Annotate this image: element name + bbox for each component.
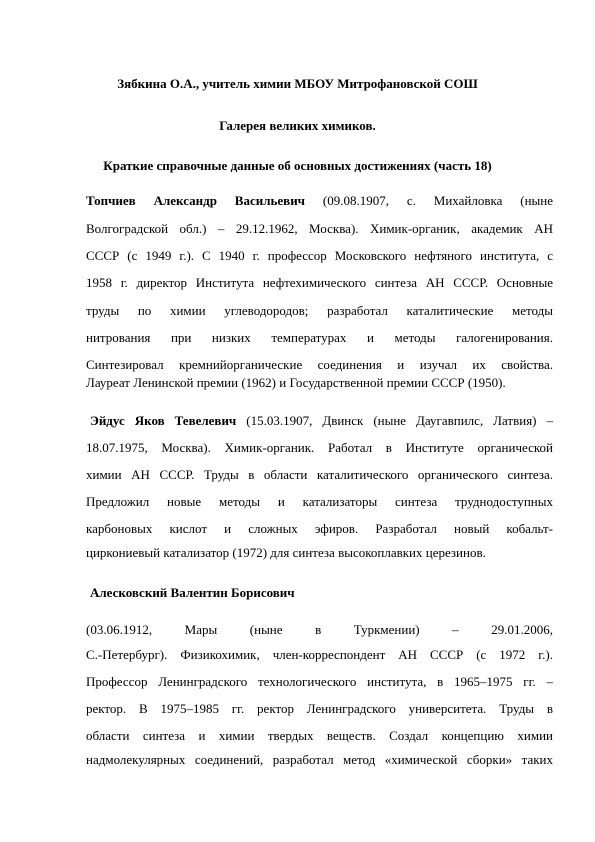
entry-2-line-5: карбоновых кислот и сложных эфиров. Разработал новый кобальт- bbox=[86, 521, 553, 536]
entry-2-line-4: Предложил новые методы и катализаторы синтеза труднодоступных bbox=[86, 494, 553, 509]
entry-2-line-1 bbox=[90, 413, 553, 429]
entry-3-line-3: Профессор Ленинградского технологического института, в 1965–1975 гг. – bbox=[86, 674, 553, 689]
entry-1-line-1 bbox=[86, 193, 553, 209]
entry-1-line-1-text: (09.08.1907, с. Михайловка (ныне bbox=[305, 193, 553, 208]
document-title: Галерея великих химиков. bbox=[219, 118, 376, 133]
entry-3-line-5: области синтеза и химии твердых веществ. Создал концепцию химии bbox=[86, 728, 553, 743]
entry-2-line-3: химии АН СССР. Труды в области каталитического органического синтеза. bbox=[86, 467, 553, 482]
entry-1-line-6: нитрования при низких температурах и методы галогенирования. bbox=[86, 330, 553, 345]
entry-1-line-3: СССР (с 1949 г.). С 1940 г. профессор Московского нефтяного института, с bbox=[86, 248, 553, 263]
entry-1-line-8: Лауреат Ленинской премии (1962) и Государственной премии СССР (1950). bbox=[86, 375, 506, 390]
entry-3-line-2: С.-Петербург). Физикохимик, член-корреспондент АН СССР (с 1972 г.). bbox=[86, 647, 553, 662]
entry-2-name: Эйдус Яков Тевелевич bbox=[90, 413, 237, 428]
entry-3-line-6: надмолекулярных соединений, разработал метод «химической сборки» таких bbox=[86, 752, 553, 767]
entry-3-heading: Алесковский Валентин Борисович bbox=[90, 585, 295, 600]
entry-1-line-4: 1958 г. директор Института нефтехимического синтеза АН СССР. Основные bbox=[86, 275, 553, 290]
entry-1-line-2: Волгоградской обл.) – 29.12.1962, Москва). Химик-органик, академик АН bbox=[86, 221, 553, 236]
document-subtitle: Краткие справочные данные об основных достижениях (часть 18) bbox=[103, 158, 492, 173]
author-line: Зябкина О.А., учитель химии МБОУ Митрофановской СОШ bbox=[117, 76, 478, 91]
entry-1-line-7: Синтезировал кремнийорганические соединения и изучал их свойства. bbox=[86, 357, 553, 372]
entry-2-line-6: циркониевый катализатор (1972) для синтеза высокоплавких церезинов. bbox=[86, 545, 486, 560]
entry-2-line-2: 18.07.1975, Москва). Химик-органик. Работал в Институте органической bbox=[86, 440, 553, 455]
entry-1-name: Топчиев Александр Васильевич bbox=[86, 193, 306, 208]
entry-1-line-5: труды по химии углеводородов; разработал каталитические методы bbox=[86, 303, 553, 318]
entry-3-line-4: ректор. В 1975–1985 гг. ректор Ленинградского университета. Труды в bbox=[86, 701, 553, 716]
entry-3-line-1: (03.06.1912, Мары (ныне в Туркмении) – 29.01.2006, bbox=[86, 622, 553, 637]
entry-2-line-1-text: (15.03.1907, Двинск (ныне Даугавпилс, Латвия) – bbox=[236, 413, 553, 428]
